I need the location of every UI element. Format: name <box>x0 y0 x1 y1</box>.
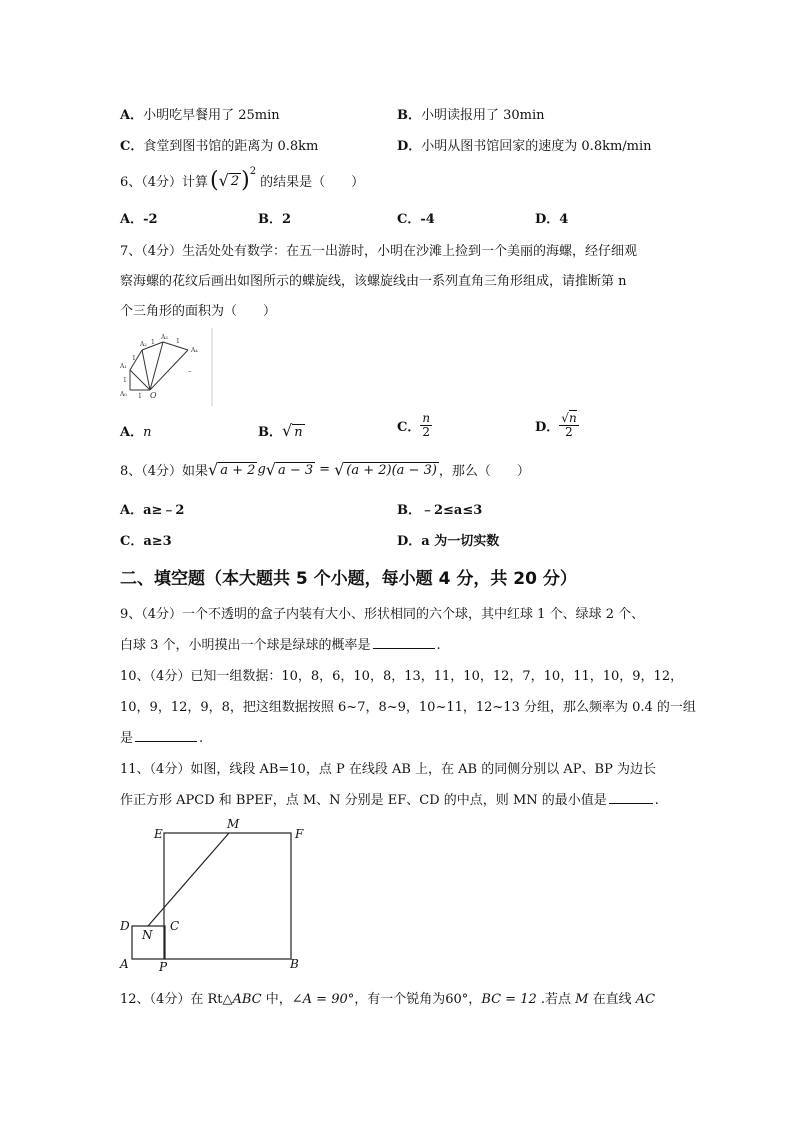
option-label: C． <box>397 420 421 435</box>
q5-option-c <box>120 135 318 154</box>
q10-line3-text: 是 <box>120 731 134 746</box>
label-n: N <box>142 928 153 942</box>
label-1-a1a2: 1 <box>132 355 136 362</box>
label-a4: A₄ <box>191 347 198 354</box>
label-a3: A₃ <box>161 334 168 341</box>
option-text: 小明从图书馆回家的速度为 0.8km/min <box>421 139 652 154</box>
label-e: E <box>154 827 163 841</box>
q12-text: .若点 <box>536 992 576 1007</box>
q6-option-d: D．4 <box>535 212 569 227</box>
label-a1: A₁ <box>120 363 127 370</box>
sqrt-sign: √ <box>208 460 219 479</box>
q7-option-d <box>535 412 579 439</box>
q7-option-b <box>258 421 305 440</box>
left-paren: ( <box>210 168 219 193</box>
q12-text: 中， <box>261 992 292 1007</box>
q8-stem <box>120 460 530 479</box>
denominator: 2 <box>565 425 573 439</box>
q8-option-a: A．a≥﹣2 <box>120 503 185 518</box>
q8-prefix: 8、（4分）如果 <box>120 464 209 479</box>
answer-blank[interactable] <box>373 636 435 649</box>
label-1-left: 1 <box>123 377 127 384</box>
q6-radicand: 2 <box>230 173 240 189</box>
q9-line1: 9、（4分）一个不透明的盒子内装有大小、形状相同的六个球，其中红球 1 个、绿球 2 个、 <box>120 607 645 622</box>
q6-prefix: 6、（4分）计算 <box>120 175 209 190</box>
q7-c-fraction <box>420 412 432 439</box>
label-m: M <box>227 817 240 831</box>
q10-line3 <box>120 727 203 746</box>
q7-option-c <box>397 412 432 439</box>
answer-blank[interactable] <box>609 791 653 804</box>
q11-line1: 11、（4分）如图，线段 AB=10，点 P 在线段 AB 上，在 AB 的同侧分别以 AP、BP 为边长 <box>120 762 656 777</box>
q6-suffix: 的结果是（ ） <box>260 175 365 190</box>
label-f: F <box>295 827 304 841</box>
q12-line-ac: AC <box>635 992 656 1007</box>
label-c: C <box>170 919 180 933</box>
label-1-bottom: 1 <box>138 393 142 400</box>
sqrt-sign: √ <box>265 460 276 479</box>
option-text: 小明吃早餐用了 25min <box>143 108 280 123</box>
label-b: B <box>290 957 299 971</box>
sqrt-sign: √ <box>282 421 293 440</box>
ellipsis-mark: – <box>188 367 192 375</box>
radicand: n <box>568 411 577 425</box>
q12-prefix: 12、（4分）在 Rt <box>120 992 223 1007</box>
q6-option-b: B．2 <box>258 212 292 227</box>
label-o: O <box>150 391 157 400</box>
q12-triangle: △ABC <box>222 992 262 1007</box>
q7-line2: 察海螺的花纹后画出如图所示的蝶旋线，该螺旋线由一系列直角三角形组成，请推断第 n <box>120 274 627 289</box>
q12-text: 在直线 <box>588 992 636 1007</box>
option-text: 小明读报用了 30min <box>421 108 545 123</box>
segment-mn <box>148 833 229 926</box>
q12-angle: ∠A = 90° <box>291 992 355 1007</box>
section-title: 二、填空题（本大题共 5 个小题，每小题 4 分，共 20 分） <box>120 569 577 589</box>
q11-line2-text: 作正方形 APCD 和 BPEF，点 M、N 分别是 EF、CD 的中点，则 MN 的最小值是 <box>120 793 607 808</box>
label-a2: A₂ <box>140 341 147 348</box>
squares-figure <box>112 816 312 974</box>
option-label: B． <box>397 108 421 123</box>
q7-option-a <box>120 421 151 440</box>
label-a: A <box>120 957 129 971</box>
q5-option-a <box>120 104 280 123</box>
q9-period: . <box>436 638 441 653</box>
label-a0: A₀ <box>120 391 127 398</box>
q5-option-b <box>397 104 545 123</box>
q6-stem <box>120 168 364 193</box>
q7-b-radicand: n <box>294 425 303 440</box>
q12-degree: 60° <box>445 992 469 1007</box>
denominator: 2 <box>422 425 431 439</box>
q8-lhs2: a − 3 <box>277 462 314 478</box>
option-label: A． <box>120 108 144 123</box>
label-d: D <box>120 919 130 933</box>
q9-line2 <box>120 634 441 653</box>
numerator: n <box>422 411 431 425</box>
q8-lhs1: a + 2 <box>220 462 256 478</box>
q8-option-b: B．﹣2≤a≤3 <box>397 503 483 518</box>
q7-line1: 7、（4分）生活处处有数学：在五一出游时，小明在沙滩上捡到一个美丽的海螺，经仔细观 <box>120 244 638 259</box>
q11-period: . <box>654 793 659 808</box>
label-1-a2a3: 1 <box>151 339 155 346</box>
option-text: 食堂到图书馆的距离为 0.8km <box>143 139 319 154</box>
q10-line2: 10，9，12，9，8，把这组数据按照 6~7，8~9，10~11，12~13 分组，那么频率为 0.4 的一组 <box>120 700 696 715</box>
sqrt-sign: √ <box>218 171 229 190</box>
label-p: P <box>159 960 168 974</box>
option-label: D． <box>535 420 560 435</box>
q12-text: ， <box>468 992 482 1007</box>
sqrt-sign: √ <box>561 411 569 425</box>
q11-line2 <box>120 789 659 808</box>
q12-bc: BC = 12 <box>481 992 537 1007</box>
right-paren: ) <box>241 168 250 193</box>
option-label: D． <box>397 139 422 154</box>
sqrt-sign: √ <box>334 460 345 479</box>
q6-option-c: C．-4 <box>397 212 435 227</box>
q12-line1 <box>120 988 655 1007</box>
q6-exponent: 2 <box>249 166 257 177</box>
label-1-a3a4: 1 <box>176 338 180 345</box>
q12-text: ，有一个锐角为 <box>354 992 446 1007</box>
option-label: A． <box>120 425 144 440</box>
q12-point-m: M <box>575 992 589 1007</box>
q9-line2-text: 白球 3 个，小明摸出一个球是绿球的概率是 <box>120 638 371 653</box>
q7-line3: 个三角形的面积为（ ） <box>120 304 277 319</box>
q7-d-fraction <box>559 412 578 439</box>
square-bpef <box>164 833 291 959</box>
option-label: C． <box>120 139 144 154</box>
spiral-figure <box>118 328 218 408</box>
q8-eq: = <box>319 462 331 477</box>
q8-rhs: (a + 2)(a − 3) <box>346 462 437 478</box>
q8-suffix: ，那么（ ） <box>438 464 530 479</box>
answer-blank[interactable] <box>135 729 197 742</box>
q7-a-math: n <box>143 425 152 440</box>
numerator <box>559 412 578 426</box>
q8-dot: g <box>257 462 266 477</box>
option-label: B． <box>258 425 282 440</box>
q8-option-c: C．a≥3 <box>120 534 172 549</box>
q6-option-a: A．-2 <box>120 212 158 227</box>
q5-option-d <box>397 135 652 154</box>
q10-period: . <box>199 731 204 746</box>
q10-line1: 10、（4分）已知一组数据：10，8，6，10，8，13，11，10，12，7，10，11，10，9，12， <box>120 669 684 684</box>
q8-option-d: D．a 为一切实数 <box>397 534 500 549</box>
seg-a2-o <box>142 350 150 390</box>
